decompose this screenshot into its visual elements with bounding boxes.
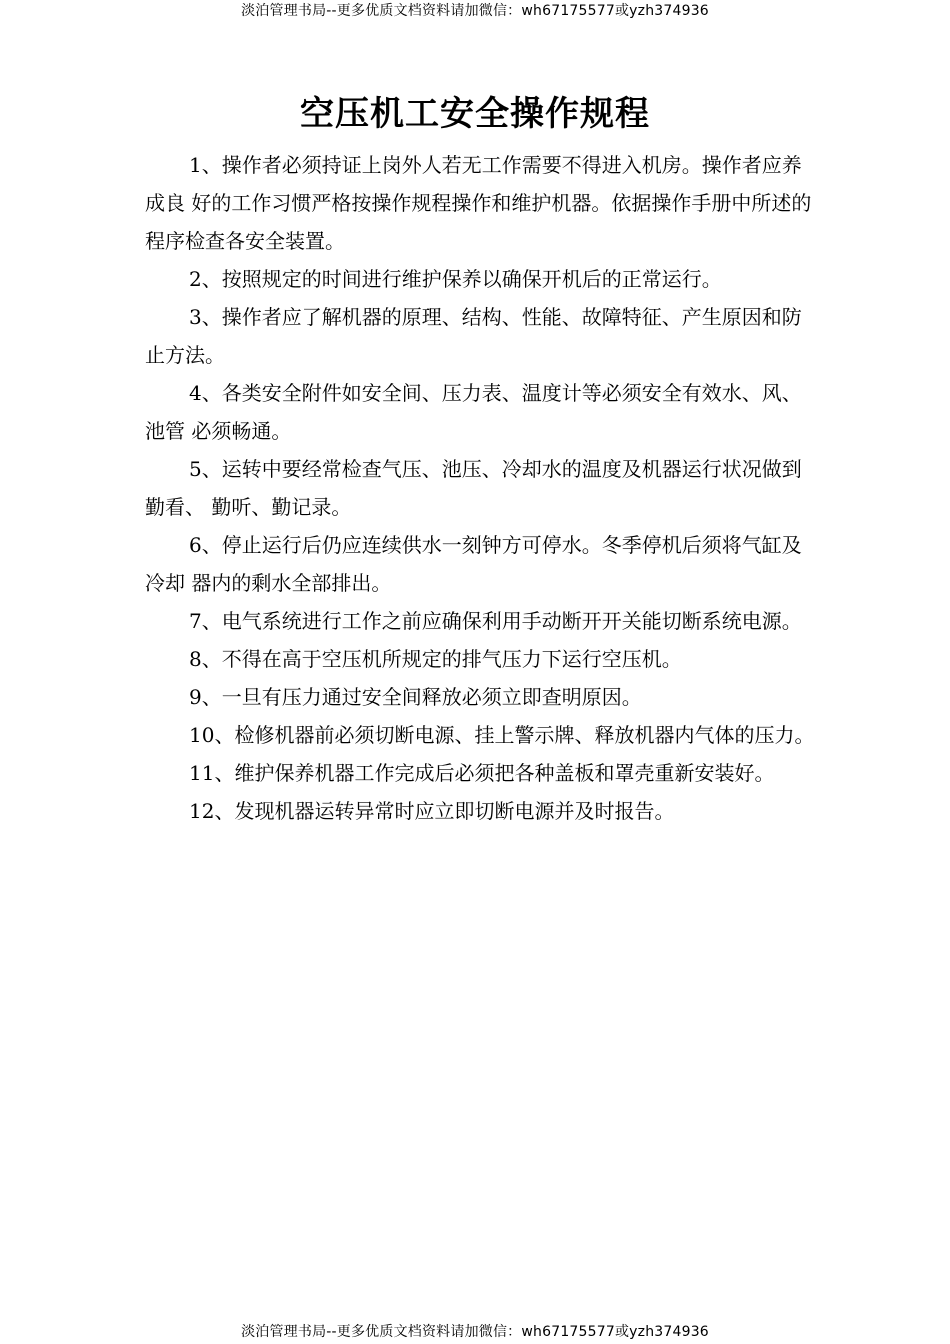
document-body (145, 146, 819, 830)
clause-1: 1、操作者必须持证上岗外人若无工作需要不得进入机房。操作者应养成良 好的工作习惯严格按操作规程操作和维护机器。依据操作手册中所述的程序检查各安全装置。 (145, 153, 812, 253)
clause-4: 4、各类安全附件如安全间、压力表、温度计等必须安全有效水、风、池管 必须畅通。 (145, 381, 802, 443)
page-footer-watermark: 淡泊管理书局--更多优质文档资料请加微信：wh67175577或yzh374936 (241, 1324, 709, 1340)
document-title: 空压机工安全操作规程 (300, 94, 650, 134)
clause-12: 12、发现机器运转异常时应立即切断电源并及时报告。 (189, 799, 675, 823)
clause-2: 2、按照规定的时间进行维护保养以确保开机后的正常运行。 (189, 267, 722, 291)
clause-9: 9、一旦有压力通过安全间释放必须立即查明原因。 (189, 685, 642, 709)
clause-11: 11、维护保养机器工作完成后必须把各种盖板和罩壳重新安装好。 (189, 761, 775, 785)
clause-6: 6、停止运行后仍应连续供水一刻钟方可停水。冬季停机后须将气缸及冷却 器内的剩水全部排出。 (145, 533, 802, 595)
clause-8: 8、不得在高于空压机所规定的排气压力下运行空压机。 (189, 647, 682, 671)
clause-5: 5、运转中要经常检查气压、池压、冷却水的温度及机器运行状况做到勤看、 勤听、勤记录。 (145, 457, 802, 519)
page-header-watermark: 淡泊管理书局--更多优质文档资料请加微信：wh67175577或yzh374936 (241, 3, 709, 19)
clause-10: 10、检修机器前必须切断电源、挂上警示牌、释放机器内气体的压力。 (189, 723, 815, 747)
clause-7: 7、电气系统进行工作之前应确保利用手动断开开关能切断系统电源。 (189, 609, 802, 633)
clause-3: 3、操作者应了解机器的原理、结构、性能、故障特征、产生原因和防止方法。 (145, 305, 802, 367)
